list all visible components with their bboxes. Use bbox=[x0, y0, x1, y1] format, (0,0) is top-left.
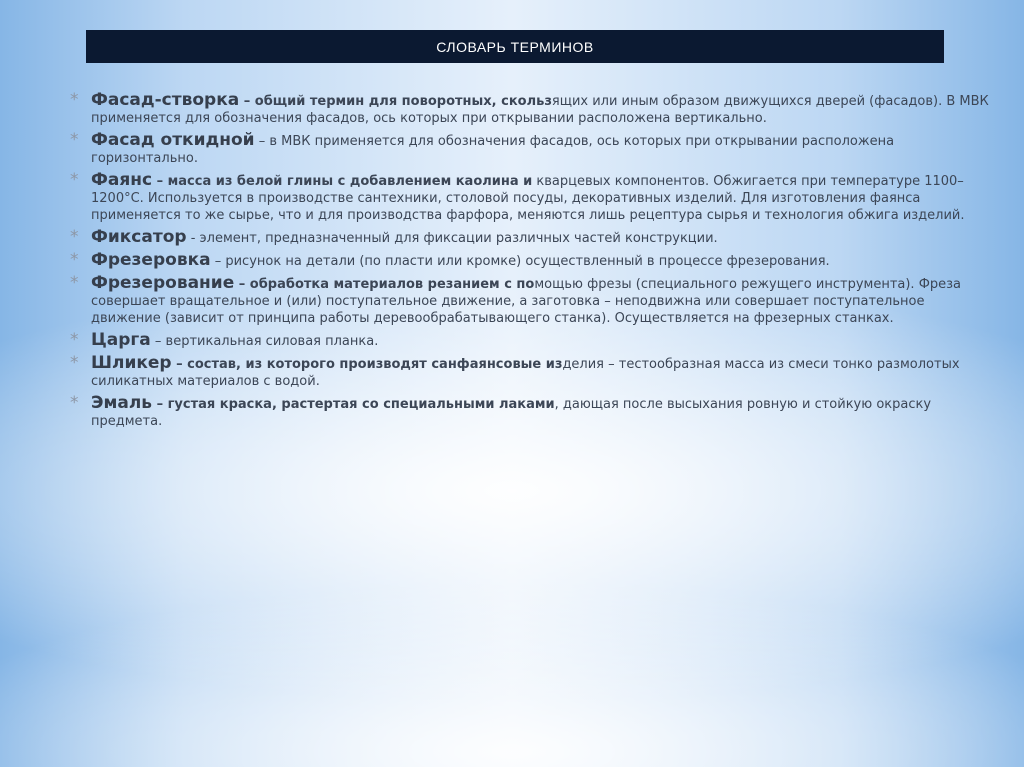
glossary-list bbox=[66, 92, 996, 435]
term-definition: ящих или иным образом движущихся дверей (фасадов). В МВК применяется для обозначения фасадов, ось которых при открывании расположена вертикально. bbox=[91, 94, 989, 126]
bullet-asterisk-icon: * bbox=[70, 130, 79, 150]
glossary-item bbox=[66, 332, 996, 350]
glossary-item bbox=[66, 355, 996, 390]
term-definition: – в МВК применяется для обозначения фасадов, ось которых при открывании расположена горизонтально. bbox=[91, 134, 895, 166]
glossary-item bbox=[66, 395, 996, 430]
title-bar bbox=[86, 30, 944, 63]
term-definition: мощью фрезы (специального режущего инструмента). Фреза совершает вращательное и (или) поступательное движение, а заготовка – неподвижна или совершает поступательное движение (зависит от принципа работы деревообрабатывающего станка). Осуществляется на фрезерных станках. bbox=[91, 277, 962, 326]
term-definition: – общий термин для поворотных, скольз bbox=[239, 94, 552, 109]
term-name: Эмаль bbox=[91, 393, 153, 413]
term-definition: делия – тестообразная масса из смеси тонко размолотых силикатных материалов с водой. bbox=[91, 357, 960, 389]
term-name: Фасад-створка bbox=[91, 90, 240, 110]
term-definition: – масса из белой глины с добавлением каолина и bbox=[152, 174, 533, 189]
glossary-item bbox=[66, 275, 996, 327]
term-definition: – рисунок на детали (по пласти или кромке) осуществленный в процессе фрезерования. bbox=[210, 254, 830, 269]
term-name: Фасад откидной bbox=[91, 130, 255, 150]
term-definition: – состав, из которого производят санфаянсовые из bbox=[171, 357, 563, 372]
term-name: Фиксатор bbox=[91, 227, 187, 247]
bullet-asterisk-icon: * bbox=[70, 250, 79, 270]
bullet-asterisk-icon: * bbox=[70, 330, 79, 350]
bullet-asterisk-icon: * bbox=[70, 227, 79, 247]
glossary-item bbox=[66, 172, 996, 224]
slide-title: СЛОВАРЬ ТЕРМИНОВ bbox=[436, 38, 594, 55]
glossary-item bbox=[66, 229, 996, 247]
term-definition: кварцевых компонентов. Обжигается при температуре 1100–1200°С. Используется в производстве сантехники, столовой посуды, декоративных изделий. Для изготовления фаянса применяется то же сырье, что и для производства фарфора, меняются лишь рецептура сырья и технология обжига изделий. bbox=[91, 174, 965, 223]
bullet-asterisk-icon: * bbox=[70, 90, 79, 110]
bullet-asterisk-icon: * bbox=[70, 353, 79, 373]
bullet-asterisk-icon: * bbox=[70, 393, 79, 413]
term-name: Шликер bbox=[91, 353, 172, 373]
term-name: Царга bbox=[91, 330, 151, 350]
term-definition: – обработка материалов резанием с по bbox=[234, 277, 535, 292]
term-name: Фрезеровка bbox=[91, 250, 211, 270]
term-definition: , дающая после высыхания ровную и стойкую окраску предмета. bbox=[91, 397, 932, 429]
glossary-item bbox=[66, 92, 996, 127]
term-definition: – густая краска, растертая со специальными лаками bbox=[152, 397, 555, 412]
term-name: Фаянс bbox=[91, 170, 153, 190]
glossary-item bbox=[66, 252, 996, 270]
glossary-item bbox=[66, 132, 996, 167]
term-definition: - элемент, предназначенный для фиксации различных частей конструкции. bbox=[186, 231, 718, 246]
term-name: Фрезерование bbox=[91, 273, 235, 293]
bullet-asterisk-icon: * bbox=[70, 273, 79, 293]
bullet-asterisk-icon: * bbox=[70, 170, 79, 190]
term-definition: – вертикальная силовая планка. bbox=[150, 334, 379, 349]
